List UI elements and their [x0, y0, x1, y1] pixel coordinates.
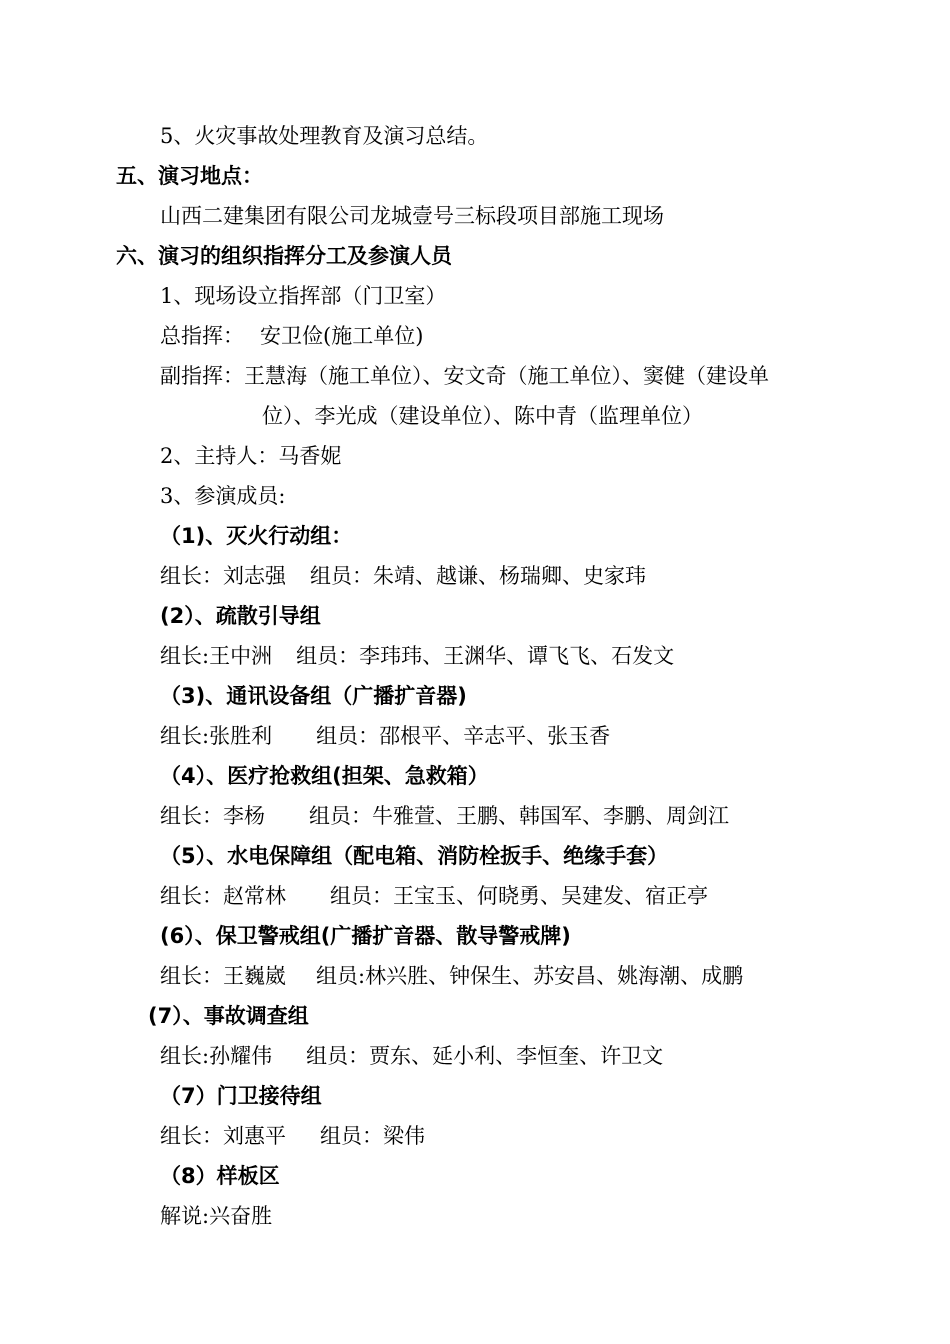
group-members: 组员：朱靖、越谦、杨瑞卿、史家玮	[310, 564, 646, 588]
section-five-heading-text: 五、演习地点：	[116, 164, 263, 188]
group-medical-heading-text: （4）、医疗抢救组(担架、急救箱）	[160, 764, 489, 788]
group-medical-heading	[160, 756, 489, 796]
sample-area-heading	[160, 1156, 280, 1196]
group-members: 组员：邵根平、辛志平、张玉香	[316, 724, 611, 748]
group-security-heading	[160, 916, 571, 956]
group-security-members	[160, 956, 743, 996]
group-evacuation-heading-text: (2）、疏散引导组	[160, 604, 321, 628]
group-leader: 组长:张胜利	[160, 724, 273, 748]
group-members: 组员：王宝玉、何晓勇、吴建发、宿正亭	[330, 884, 708, 908]
group-leader: 组长:孙耀伟	[160, 1044, 273, 1068]
deputy-commanders-continued	[262, 396, 703, 436]
group-leader: 组长:王中洲	[160, 644, 273, 668]
drill-item-5-text: 5、火灾事故处理教育及演习总结。	[160, 124, 489, 148]
group-investigation-heading	[148, 996, 309, 1036]
chief-commander	[160, 316, 423, 356]
group-members: 组员：牛雅萱、王鹏、韩国军、李鹏、周剑江	[309, 804, 729, 828]
group-members: 组员：李玮玮、王渊华、谭飞飞、石发文	[296, 644, 675, 668]
drill-location	[160, 196, 664, 236]
group-utilities-members	[160, 876, 708, 916]
group-communication-members	[160, 716, 610, 756]
participants-heading	[160, 476, 285, 516]
group-firefighting-members	[160, 556, 646, 596]
group-firefighting-heading	[160, 516, 352, 556]
deputy-commanders-text: 副指挥：王慧海（施工单位）、安文奇（施工单位）、窦健（建设单	[160, 364, 769, 388]
sample-area-narrator-text: 解说:兴奋胜	[160, 1204, 273, 1228]
group-reception-members	[160, 1116, 425, 1156]
participants-heading-text: 3、参演成员:	[160, 484, 286, 508]
drill-location-text: 山西二建集团有限公司龙城壹号三标段项目部施工现场	[160, 204, 664, 228]
section-five-heading	[116, 156, 263, 196]
group-utilities-heading	[160, 836, 668, 876]
group-firefighting-heading-text: （1)、灭火行动组：	[160, 524, 353, 548]
group-investigation-members	[160, 1036, 663, 1076]
group-leader: 组长：李杨	[160, 804, 265, 828]
drill-item-5	[160, 116, 488, 156]
group-security-heading-text: (6）、保卫警戒组(广播扩音器、散导警戒牌)	[160, 924, 571, 948]
group-reception-heading-text: （7）门卫接待组	[160, 1084, 322, 1108]
sample-area-heading-text: （8）样板区	[160, 1164, 280, 1188]
group-members: 组员:林兴胜、钟保生、苏安昌、姚海潮、成鹏	[316, 964, 744, 988]
deputy-commanders	[160, 356, 769, 396]
group-members: 组员：贾东、延小利、李恒奎、许卫文	[306, 1044, 664, 1068]
group-leader: 组长：赵常林	[160, 884, 286, 908]
command-post	[160, 276, 446, 316]
deputy-commanders-continued-text: 位）、李光成（建设单位）、陈中青（监理单位）	[262, 404, 703, 428]
group-evacuation-heading	[160, 596, 321, 636]
group-investigation-heading-text: (7）、事故调查组	[148, 1004, 309, 1028]
group-leader: 组长：王巍崴	[160, 964, 286, 988]
group-reception-heading	[160, 1076, 322, 1116]
chief-commander-label: 总指挥：	[160, 324, 244, 348]
group-members: 组员：梁伟	[320, 1124, 425, 1148]
group-communication-heading-text: （3)、通讯设备组（广播扩音器)	[160, 684, 467, 708]
sample-area-narrator	[160, 1196, 272, 1236]
group-utilities-heading-text: （5）、水电保障组（配电箱、消防栓扳手、绝缘手套）	[160, 844, 669, 868]
chief-commander-value: 安卫俭(施工单位)	[260, 324, 424, 348]
host-text: 2、主持人：马香妮	[160, 444, 342, 468]
group-communication-heading	[160, 676, 467, 716]
group-leader: 组长：刘惠平	[160, 1124, 286, 1148]
command-post-text: 1、现场设立指挥部（门卫室）	[160, 284, 447, 308]
group-evacuation-members	[160, 636, 674, 676]
section-six-heading-text: 六、演习的组织指挥分工及参演人员	[116, 244, 452, 268]
section-six-heading	[116, 236, 452, 276]
host	[160, 436, 341, 476]
group-leader: 组长：刘志强	[160, 564, 286, 588]
group-medical-members	[160, 796, 729, 836]
